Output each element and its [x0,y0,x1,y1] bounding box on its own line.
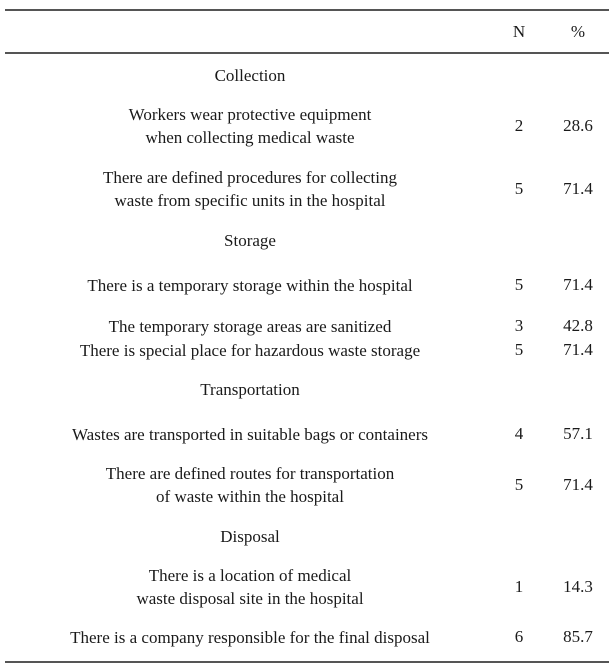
table-row [0,338,614,362]
bottom-rule [5,661,609,663]
pct-value: 14.3 [563,577,593,596]
header-row [0,20,614,44]
n-value: 5 [514,275,524,294]
section-title: Transportation [200,380,300,399]
pct-value: 42.8 [563,316,593,335]
table-row [0,314,614,338]
n-value: 6 [514,627,524,646]
header-rule [5,52,609,54]
n-value: 2 [514,116,524,135]
item-label: There is special place for hazardous waste storage [79,340,421,360]
item-label: The temporary storage areas are sanitized [108,316,392,336]
table-row [0,625,614,649]
item-label: There are defined routes for transportation of waste within the hospital [105,464,395,506]
item-label: There is a company responsible for the final disposal [70,627,430,647]
table-row [0,165,614,213]
pct-value: 71.4 [563,275,593,294]
header-pct: % [570,22,586,41]
table-row [0,563,614,611]
table-row [0,102,614,150]
section-title: Disposal [220,527,280,546]
table-row [0,422,614,446]
table-row [0,273,614,297]
item-label: There is a temporary storage within the hospital [87,275,413,295]
pct-value: 57.1 [563,424,593,443]
n-value: 3 [514,316,524,335]
pct-value: 28.6 [563,116,593,135]
n-value: 4 [514,424,524,443]
item-label: There are defined procedures for collecting waste from specific units in the hospital [102,168,398,210]
pct-value: 71.4 [563,179,593,198]
item-label: Wastes are transported in suitable bags or containers [72,424,428,444]
n-value: 5 [514,475,524,494]
pct-value: 85.7 [563,627,593,646]
pct-value: 71.4 [563,475,593,494]
table-row [0,461,614,509]
top-rule [5,9,609,11]
n-value: 5 [514,179,524,198]
item-label: There is a location of medical waste disposal site in the hospital [136,566,364,608]
pct-value: 71.4 [563,340,593,359]
header-n: N [512,22,526,41]
section-title: Storage [224,231,276,250]
item-label: Workers wear protective equipment when collecting medical waste [128,105,372,147]
section-title: Collection [214,66,286,85]
n-value: 1 [514,577,524,596]
n-value: 5 [514,340,524,359]
